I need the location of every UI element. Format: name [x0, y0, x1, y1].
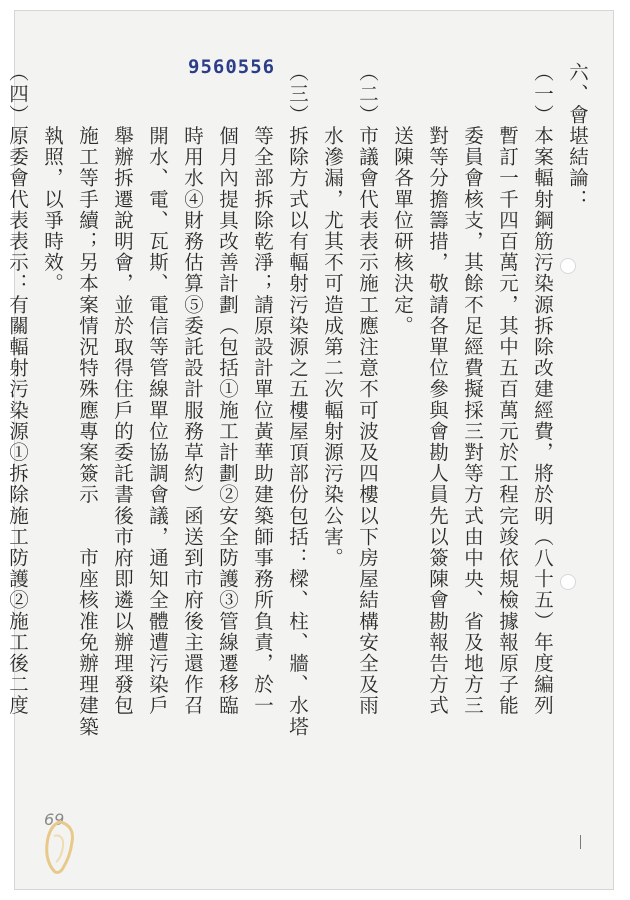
text-line: （四）原委會代表表示：有關輻射污染源①拆除施工防護②施工後二度 [6, 62, 29, 717]
taiwan-map-logo-icon [30, 816, 88, 878]
text-line: 執照，以爭時效。 [41, 62, 64, 295]
text-line: 施工等手續；另本案情況特殊應專案簽示 市座核准免辦理建築 [76, 62, 99, 738]
text-line: 暫訂一千四百萬元，其中五百萬元於工程完竣依規檢據報原子能 [496, 62, 519, 717]
page-number: 69 [44, 810, 65, 829]
section-heading: 六、會堪結論： [566, 62, 589, 210]
text-line: 送陳各單位研核決定。 [391, 62, 414, 337]
text-line: 委員會核支，其餘不足經費擬採三對等方式由中央、省及地方三 [461, 62, 484, 717]
document-number-stamp: 9560556 [188, 56, 276, 78]
margin-mark [580, 835, 581, 849]
text-line: 開水、電、瓦斯、電信等管線單位協調會議，通知全體遭污染戶 [146, 62, 169, 717]
text-line: （二）市議會代表表示施工應注意不可波及四樓以下房屋結構安全及雨 [356, 62, 379, 717]
text-line: 水滲漏，尤其不可造成第二次輻射源污染公害。 [321, 62, 344, 569]
text-line: 等全部拆除乾淨；請原設計單位黃華助建築師事務所負責，於一 [251, 62, 274, 717]
text-line: （一）本案輻射鋼筋污染源拆除改建經費，將於明（八十五）年度編列 [531, 62, 554, 717]
text-line: 個月內提具改善計劃（包括①施工計劃②安全防護③管線遷移臨 [216, 62, 239, 717]
text-line: 舉辦拆遷說明會，並於取得住戶的委託書後市府即遴以辦理發包 [111, 62, 134, 717]
document-body [6, 62, 595, 822]
text-line: 時用水④財務估算⑤委託設計服務草約）函送到市府後主還作召 [181, 62, 204, 717]
text-line: （三）拆除方式以有輻射污染源之五樓屋頂部份包括：樑、柱、牆、水塔 [286, 62, 309, 738]
text-line: 對等分擔籌措，敬請各單位參與會勘人員先以簽陳會勘報告方式 [426, 62, 449, 717]
